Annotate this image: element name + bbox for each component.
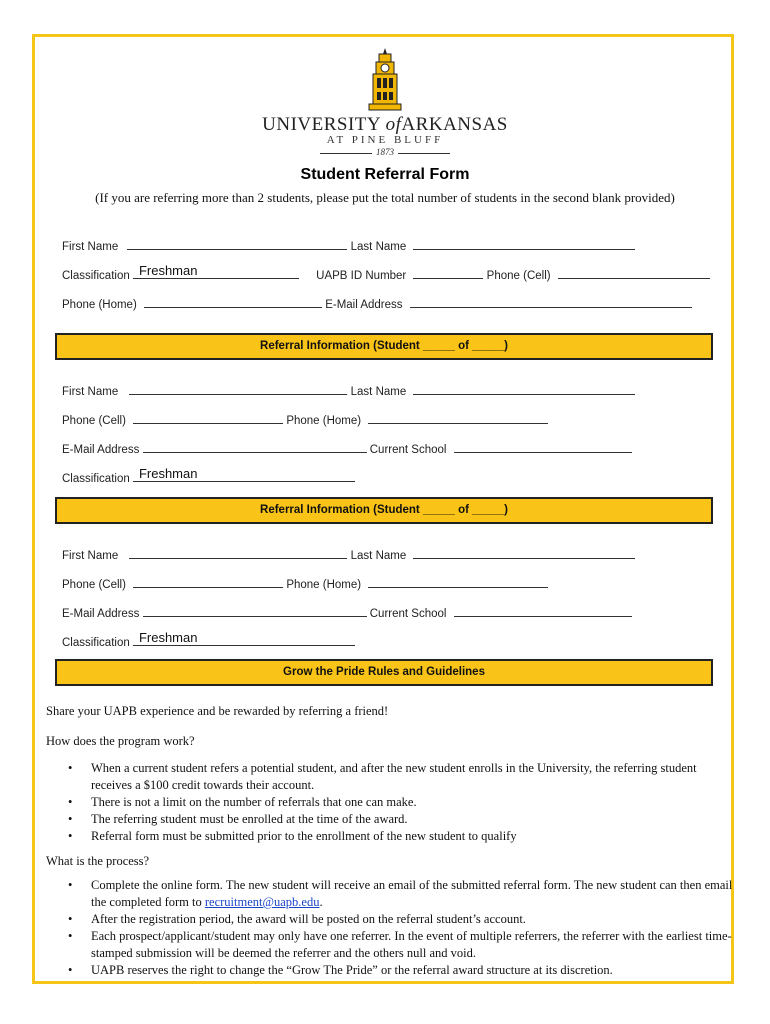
referrer-class-row — [62, 263, 710, 282]
referral-class-row — [62, 630, 355, 649]
uapb-id-label: UAPB ID Number — [316, 270, 407, 282]
classification-field[interactable] — [133, 630, 355, 646]
list-item: • After the registration period, the award will be posted on the referral student’s account. — [46, 911, 736, 928]
university-logo — [0, 48, 770, 112]
how-heading: How does the program work? — [46, 734, 195, 748]
last-name-label: Last Name — [350, 550, 407, 562]
phone-cell-label: Phone (Cell) — [486, 270, 551, 282]
email-field[interactable] — [143, 605, 367, 617]
classification-value: Freshman — [138, 466, 198, 481]
phone-home-label: Phone (Home) — [286, 415, 362, 427]
list-item: • The referring student must be enrolled at the time of the award. — [46, 811, 736, 828]
phone-cell-label: Phone (Cell) — [62, 579, 126, 591]
referrer-contact-row — [62, 296, 692, 311]
classification-label: Classification — [62, 270, 130, 282]
email-label: E-Mail Address — [62, 444, 140, 456]
email-label: E-Mail Address — [62, 608, 140, 620]
first-name-field[interactable] — [127, 238, 347, 250]
phone-home-field[interactable] — [368, 576, 548, 588]
email-label: E-Mail Address — [325, 299, 403, 311]
list-item: • Each prospect/applicant/student may only have one referrer. In the event of multiple referrers, the referrer with the earliest time-stamped submission will be deemed the referrer and the others null and void. — [46, 928, 736, 962]
phone-cell-field[interactable] — [133, 576, 283, 588]
list-item: • UAPB reserves the right to change the “Grow The Pride” or the referral award structure at its discretion. — [46, 962, 736, 979]
phone-home-label: Phone (Home) — [286, 579, 362, 591]
referral-class-row — [62, 466, 355, 485]
phone-cell-field[interactable] — [558, 267, 710, 279]
referral-info-bar: Referral Information (Student _____ of _____) — [55, 497, 713, 524]
referral-phone-row — [62, 576, 548, 591]
last-name-field[interactable] — [413, 383, 635, 395]
referral-name-row — [62, 547, 635, 562]
phone-home-label: Phone (Home) — [62, 299, 137, 311]
clock-tower-icon — [365, 48, 405, 112]
phone-home-field[interactable] — [368, 412, 548, 424]
referral-email-row — [62, 441, 632, 456]
founding-year: 1873 — [376, 147, 394, 157]
uapb-id-field[interactable] — [413, 267, 483, 279]
email-field[interactable] — [410, 296, 692, 308]
classification-field[interactable] — [133, 466, 355, 482]
email-field[interactable] — [143, 441, 367, 453]
first-name-label: First Name — [62, 241, 119, 253]
first-name-label: First Name — [62, 550, 119, 562]
classification-value: Freshman — [138, 630, 198, 645]
referral-phone-row — [62, 412, 548, 427]
process-list — [46, 877, 736, 979]
recruitment-email-link[interactable]: recruitment@uapb.edu — [204, 895, 320, 909]
current-school-label: Current School — [369, 608, 447, 620]
referrer-name-row — [62, 238, 635, 253]
classification-label: Classification — [62, 637, 130, 649]
referral-email-row — [62, 605, 632, 620]
current-school-label: Current School — [369, 444, 447, 456]
form-title: Student Referral Form — [300, 166, 470, 183]
current-school-field[interactable] — [454, 441, 632, 453]
rules-bar: Grow the Pride Rules and Guidelines — [55, 659, 713, 686]
last-name-field[interactable] — [413, 547, 635, 559]
list-item: • When a current student refers a potential student, and after the new student enrolls in the University, the referring student receives a $100 credit towards their account. — [46, 760, 736, 794]
intro-text: Share your UAPB experience and be rewarded by referring a friend! — [46, 704, 389, 718]
last-name-label: Last Name — [350, 386, 407, 398]
last-name-label: Last Name — [350, 241, 407, 253]
classification-field[interactable] — [133, 263, 299, 279]
current-school-field[interactable] — [454, 605, 632, 617]
process-heading: What is the process? — [46, 854, 150, 868]
first-name-field[interactable] — [129, 547, 347, 559]
university-subname: AT PINE BLUFF — [326, 134, 444, 146]
referral-name-row — [62, 383, 635, 398]
list-item: • Complete the online form. The new student will receive an email of the submitted referral form. The new student can then email the completed form to recruitment@uapb.edu. — [46, 877, 736, 911]
phone-cell-field[interactable] — [133, 412, 283, 424]
referral-info-bar: Referral Information (Student _____ of _____) — [55, 333, 713, 360]
phone-cell-label: Phone (Cell) — [62, 415, 126, 427]
form-subtitle: (If you are referring more than 2 students, please put the total number of students in the second blank provided) — [95, 190, 675, 205]
last-name-field[interactable] — [413, 238, 635, 250]
classification-value: Freshman — [138, 263, 198, 278]
first-name-label: First Name — [62, 386, 119, 398]
first-name-field[interactable] — [129, 383, 347, 395]
list-item: • There is not a limit on the number of referrals that one can make. — [46, 794, 736, 811]
how-list — [46, 760, 736, 845]
university-name: UNIVERSITY ofARKANSAS — [262, 114, 508, 135]
phone-home-field[interactable] — [144, 296, 322, 308]
classification-label: Classification — [62, 473, 130, 485]
list-item: • Referral form must be submitted prior to the enrollment of the new student to qualify — [46, 828, 736, 845]
